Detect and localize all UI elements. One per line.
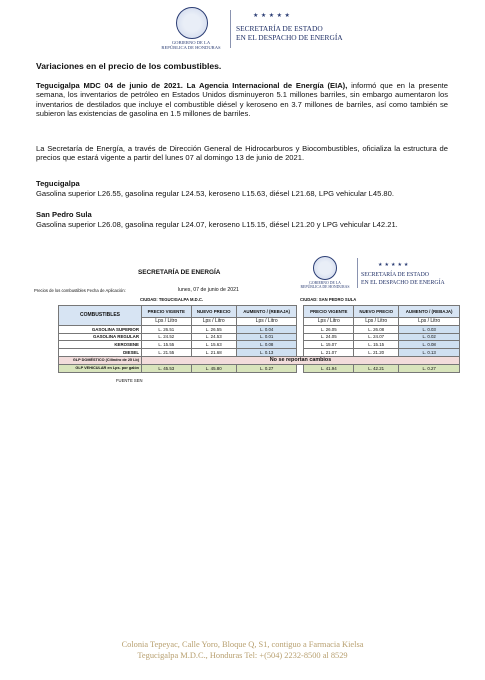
sps-vigente: L. 21.07 [304, 349, 354, 357]
city-tegucigalpa: Tegucigalpa [36, 179, 80, 188]
paragraph-intro [36, 81, 448, 119]
prices-tegucigalpa: Gasolina superior L26.55, gasolina regular L24.53, keroseno L15.63, diésel L21.68, LPG vehicular L45.80. [36, 189, 394, 198]
col-sps-vigente: PRECIO VIGENTE [304, 306, 354, 318]
tgu-aumento: L. 0.04 [236, 325, 297, 333]
column-gap [297, 333, 304, 341]
sps-nuevo: L. 24.07 [354, 333, 399, 341]
fuel-label: GASOLINA REGULAR [59, 333, 142, 341]
honduras-seal-small-icon [313, 256, 337, 280]
header-divider [230, 10, 231, 48]
table-row [59, 325, 460, 333]
city-san-pedro-sula: San Pedro Sula [36, 210, 92, 219]
table-source: FUENTE SEN [116, 378, 143, 383]
sps-nuevo: L. 15.15 [354, 341, 399, 349]
table-header-row [59, 306, 460, 318]
secretaria-line1: SECRETARÍA DE ESTADO [236, 24, 323, 33]
table-title: SECRETARÍA DE ENERGÍA [138, 269, 221, 276]
col-tgu-nuevo: NUEVO PRECIO [191, 306, 236, 318]
city-header-sps: CIUDAD: SAN PEDRO SULA [300, 297, 357, 302]
footer-line1: Colonia Tepeyac, Calle Yoro, Bloque Q, S1, contiguo a Farmacia Kielsa [121, 640, 364, 649]
column-gap [297, 318, 304, 326]
tgu-nuevo: L. 26.55 [191, 325, 236, 333]
unit-cell: Lps / Litro [304, 318, 354, 326]
article-heading: Variaciones en el precio de los combustibles. [36, 61, 222, 71]
unit-cell: Lps / Litro [142, 318, 192, 326]
column-gap [297, 349, 304, 357]
unit-cell: Lps / Litro [354, 318, 399, 326]
tgu-nuevo: L. 21.68 [191, 349, 236, 357]
glp-vehicular-row [59, 364, 460, 372]
unit-cell: Lps / Litro [191, 318, 236, 326]
sps-aumento: L. 0.02 [399, 333, 460, 341]
sps-aumento: L. 0.08 [399, 341, 460, 349]
tgu-nuevo: L. 15.63 [191, 341, 236, 349]
table-secretaria-line2: EN EL DESPACHO DE ENERGÍA [361, 280, 445, 286]
tgu-aumento: L. 0.13 [236, 349, 297, 357]
tgu-nuevo: L. 24.53 [191, 333, 236, 341]
tgu-aumento: L. 0.08 [236, 341, 297, 349]
sps-aumento: L. 0.03 [399, 325, 460, 333]
glp-domestico-row [59, 356, 460, 364]
fuel-label: GLP DOMÉSTICO (Cilindro de 25 Lb) [59, 356, 142, 364]
col-tgu-aumento: AUMENTO / (REBAJA) [236, 306, 297, 318]
intro-lead: Tegucigalpa MDC 04 de junio de 2021. La Agencia Internacional de Energía (EIA), [36, 81, 348, 90]
sps-vigente: L. 24.05 [304, 333, 354, 341]
sps-aumento: L. 0.27 [399, 364, 460, 372]
col-combustibles: COMBUSTIBLES [59, 306, 142, 326]
col-sps-aumento: AUMENTO / (REBAJA) [399, 306, 460, 318]
table-date: lunes, 07 de junio de 2021 [178, 287, 239, 293]
secretaria-line2: EN EL DESPACHO DE ENERGÍA [236, 33, 343, 42]
fuel-label: GASOLINA SUPERIOR [59, 325, 142, 333]
sps-aumento: L. 0.13 [399, 349, 460, 357]
sps-vigente: L. 41.94 [304, 364, 354, 372]
tgu-vigente: L. 21.55 [142, 349, 192, 357]
no-changes-note: No se reportan cambios [142, 356, 460, 364]
intro-body: informó que en la presente semana, los inventarios de petróleo en Estados Unidos disminuyeron 5.1 millones barriles, sin embargo aumentaron los inventarios de destilados que incluye el combustible diésel y keroseno en 3.7 millones de barriles, así como también se subieron las existencias de gasolina en 1.5 millones de barriles. [36, 81, 448, 119]
table-row [59, 349, 460, 357]
col-sps-nuevo: NUEVO PRECIO [354, 306, 399, 318]
footer-line2: Tegucigalpa M.D.C., Honduras Tel: +(504) 2232-8500 al 8529 [137, 651, 348, 660]
column-gap [297, 306, 304, 318]
tgu-vigente: L. 24.52 [142, 333, 192, 341]
fuel-label: GLP VEHICULAR en Lps. por galón [59, 364, 142, 372]
fuel-label: DIESEL [59, 349, 142, 357]
gov-caption: GOBIERNO DE LA REPÚBLICA DE HONDURAS [161, 40, 221, 50]
table-row [59, 333, 460, 341]
city-header-tgu: CIUDAD: TEGUCIGALPA M.D.C. [140, 297, 204, 302]
table-secretaria-line1: SECRETARÍA DE ESTADO [361, 272, 429, 278]
table-stars-icon: ★★★★★ [378, 262, 411, 268]
tgu-aumento: L. 0.27 [236, 364, 297, 372]
stars-icon: ★★★★★ [253, 13, 293, 19]
sps-nuevo: L. 21.20 [354, 349, 399, 357]
fuel-label: KEROSENE [59, 341, 142, 349]
paragraph-structure: La Secretaría de Energía, a través de Dirección General de Hidrocarburos y Biocombustibles, oficializa la estructura de precios que estará vigente a partir del lunes 07 al domingo 13 de junio de 2021. [36, 144, 448, 163]
tgu-vigente: L. 15.55 [142, 341, 192, 349]
sps-vigente: L. 26.05 [304, 325, 354, 333]
table-row [59, 341, 460, 349]
tgu-nuevo: L. 45.80 [191, 364, 236, 372]
tgu-vigente: L. 45.53 [142, 364, 192, 372]
unit-cell: Lps / Litro [399, 318, 460, 326]
table-gov-caption: GOBIERNO DE LA REPÚBLICA DE HONDURAS [300, 281, 350, 290]
table-caption: Precios de los combustibles Fecha de Aplicación: [34, 288, 126, 293]
sps-nuevo: L. 42.21 [354, 364, 399, 372]
honduras-seal-icon [176, 7, 208, 39]
sps-vigente: L. 15.07 [304, 341, 354, 349]
table-header-divider [357, 258, 358, 288]
tgu-aumento: L. 0.01 [236, 333, 297, 341]
column-gap [297, 364, 304, 372]
column-gap [297, 341, 304, 349]
unit-cell: Lps / Litro [236, 318, 297, 326]
column-gap [297, 325, 304, 333]
fuel-price-table [58, 305, 460, 373]
col-tgu-vigente: PRECIO VIGENTE [142, 306, 192, 318]
prices-san-pedro-sula: Gasolina superior L26.08, gasolina regular L24.07, keroseno L15.15, diésel L21.20 y LPG vehicular L42.21. [36, 220, 398, 229]
footer-address [0, 639, 485, 661]
tgu-vigente: L. 26.51 [142, 325, 192, 333]
sps-nuevo: L. 26.08 [354, 325, 399, 333]
